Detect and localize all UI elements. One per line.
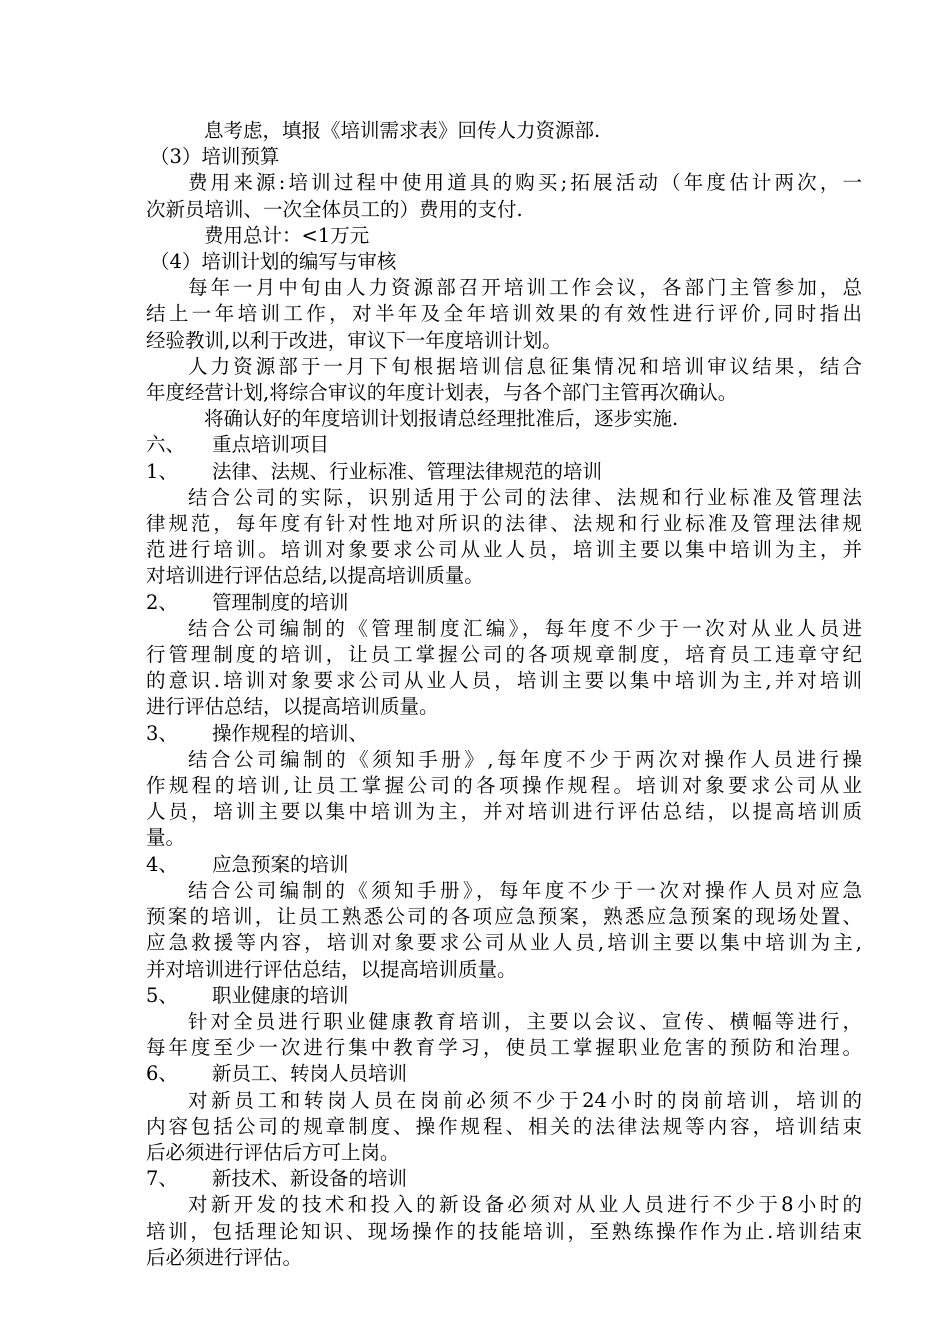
section-heading xyxy=(146,590,862,616)
section-number: 7、 xyxy=(146,1167,178,1191)
section-title: 职业健康的培训 xyxy=(212,983,349,1007)
paragraph-line: 内容包括公司的规章制度、操作规程、相关的法律法规等内容，培训结束 xyxy=(146,1114,862,1138)
paragraph-line: 次新员培训、一次全体员工的）费用的支付. xyxy=(146,197,523,221)
section-title: 应急预案的培训 xyxy=(212,852,349,876)
paragraph-line: 行管理制度的培训，让员工掌握公司的各项规章制度，培育员工违章守纪 xyxy=(146,643,862,667)
document-body xyxy=(146,118,862,1271)
section-title: 重点培训项目 xyxy=(212,433,330,457)
paragraph-line: 范进行培训。培训对象要求公司从业人员，培训主要以集中培训为主，并 xyxy=(146,538,862,562)
paragraph-line: 人力资源部于一月下旬根据培训信息征集情况和培训审议结果，结合 xyxy=(188,354,862,378)
paragraph-line: 将确认好的年度培训计划报请总经理批准后，逐步实施. xyxy=(204,407,679,431)
paragraph-line: 结合公司编制的《须知手册》，每年度不少于一次对操作人员对应急 xyxy=(188,878,862,902)
section-title: 操作规程的培训、 xyxy=(212,721,369,745)
paragraph-line: 针对全员进行职业健康教育培训，主要以会议、宣传、横幅等进行， xyxy=(188,1009,862,1033)
section-number: 6、 xyxy=(146,1062,178,1086)
section-title: 新员工、转岗人员培训 xyxy=(212,1062,408,1086)
paragraph-line: 人员，培训主要以集中培训为主，并对培训进行评估总结，以提高培训质 xyxy=(146,800,862,824)
section-heading xyxy=(146,983,862,1009)
paragraph-line: 培训，包括理论知识、现场操作的技能培训，至熟练操作作为止.培训结束 xyxy=(146,1219,862,1243)
paragraph-line: 息考虑，填报《培训需求表》回传人力资源部. xyxy=(204,119,601,142)
paragraph-line: 结合公司编制的《须知手册》,每年度不少于两次对操作人员进行操 xyxy=(188,747,862,771)
paragraph-line: 每年一月中旬由人力资源部召开培训工作会议，各部门主管参加，总 xyxy=(188,276,862,300)
subsection-heading: （4）培训计划的编写与审核 xyxy=(150,250,397,274)
paragraph-line: 年度经营计划,将综合审议的年度计划表，与各个部门主管再次确认。 xyxy=(146,381,738,405)
paragraph-line: 后必须进行评估。 xyxy=(146,1245,303,1269)
paragraph-line: 并对培训进行评估总结，以提高培训质量。 xyxy=(146,957,517,981)
paragraph-line: 对新员工和转岗人员在岗前必须不少于24小时的岗前培训，培训的 xyxy=(188,1088,862,1112)
section-heading xyxy=(146,1166,862,1192)
section-number: 1、 xyxy=(146,459,178,483)
section-title: 管理制度的培训 xyxy=(212,590,349,614)
paragraph-line: 结合公司的实际，识别适用于公司的法律、法规和行业标准及管理法 xyxy=(188,485,862,509)
section-heading xyxy=(146,852,862,878)
section-title: 法律、法规、行业标准、管理法律规范的培训 xyxy=(212,459,603,483)
paragraph-line: 对培训进行评估总结,以提高培训质量。 xyxy=(146,564,484,588)
paragraph-line: 费用总计：<1万元 xyxy=(204,223,370,247)
paragraph-line: 进行评估总结，以提高培训质量。 xyxy=(146,695,439,719)
subsection-heading: （3）培训预算 xyxy=(150,145,280,169)
section-number: 4、 xyxy=(146,852,178,876)
section-number: 3、 xyxy=(146,721,178,745)
paragraph-line: 每年度至少一次进行集中教育学习，使员工掌握职业危害的预防和治理。 xyxy=(146,1036,862,1060)
section-number: 六、 xyxy=(146,433,186,457)
section-number: 2、 xyxy=(146,590,178,614)
paragraph-line: 后必须进行评估后方可上岗。 xyxy=(146,1140,400,1164)
paragraph-line: 作规程的培训,让员工掌握公司的各项操作规程。培训对象要求公司从业 xyxy=(146,774,862,798)
paragraph-line: 结上一年培训工作，对半年及全年培训效果的有效性进行评价,同时指出 xyxy=(146,302,862,326)
section-heading xyxy=(146,432,862,458)
section-title: 新技术、新设备的培训 xyxy=(212,1167,408,1191)
paragraph-line: 律规范，每年度有针对性地对所识的法律、法规和行业标准及管理法律规 xyxy=(146,512,862,536)
section-heading xyxy=(146,459,862,485)
section-heading xyxy=(146,721,862,747)
paragraph-line: 结合公司编制的《管理制度汇编》，每年度不少于一次对从业人员进 xyxy=(188,616,862,640)
paragraph-line: 的意识.培训对象要求公司从业人员，培训主要以集中培训为主,并对培训 xyxy=(146,669,862,693)
paragraph-line: 对新开发的技术和投入的新设备必须对从业人员进行不少于8小时的 xyxy=(188,1193,862,1217)
paragraph-line: 经验教训,以利于改进，审议下一年度培训计划。 xyxy=(146,328,562,352)
section-number: 5、 xyxy=(146,983,178,1007)
paragraph-line: 量。 xyxy=(146,826,186,850)
paragraph-line: 预案的培训，让员工熟悉公司的各项应急预案，熟悉应急预案的现场处置、 xyxy=(146,905,862,929)
paragraph-line: 费用来源:培训过程中使用道具的购买;拓展活动（年度估计两次，一 xyxy=(188,171,862,195)
section-heading xyxy=(146,1061,862,1087)
paragraph-line: 应急救援等内容，培训对象要求公司从业人员,培训主要以集中培训为主, xyxy=(146,931,862,955)
